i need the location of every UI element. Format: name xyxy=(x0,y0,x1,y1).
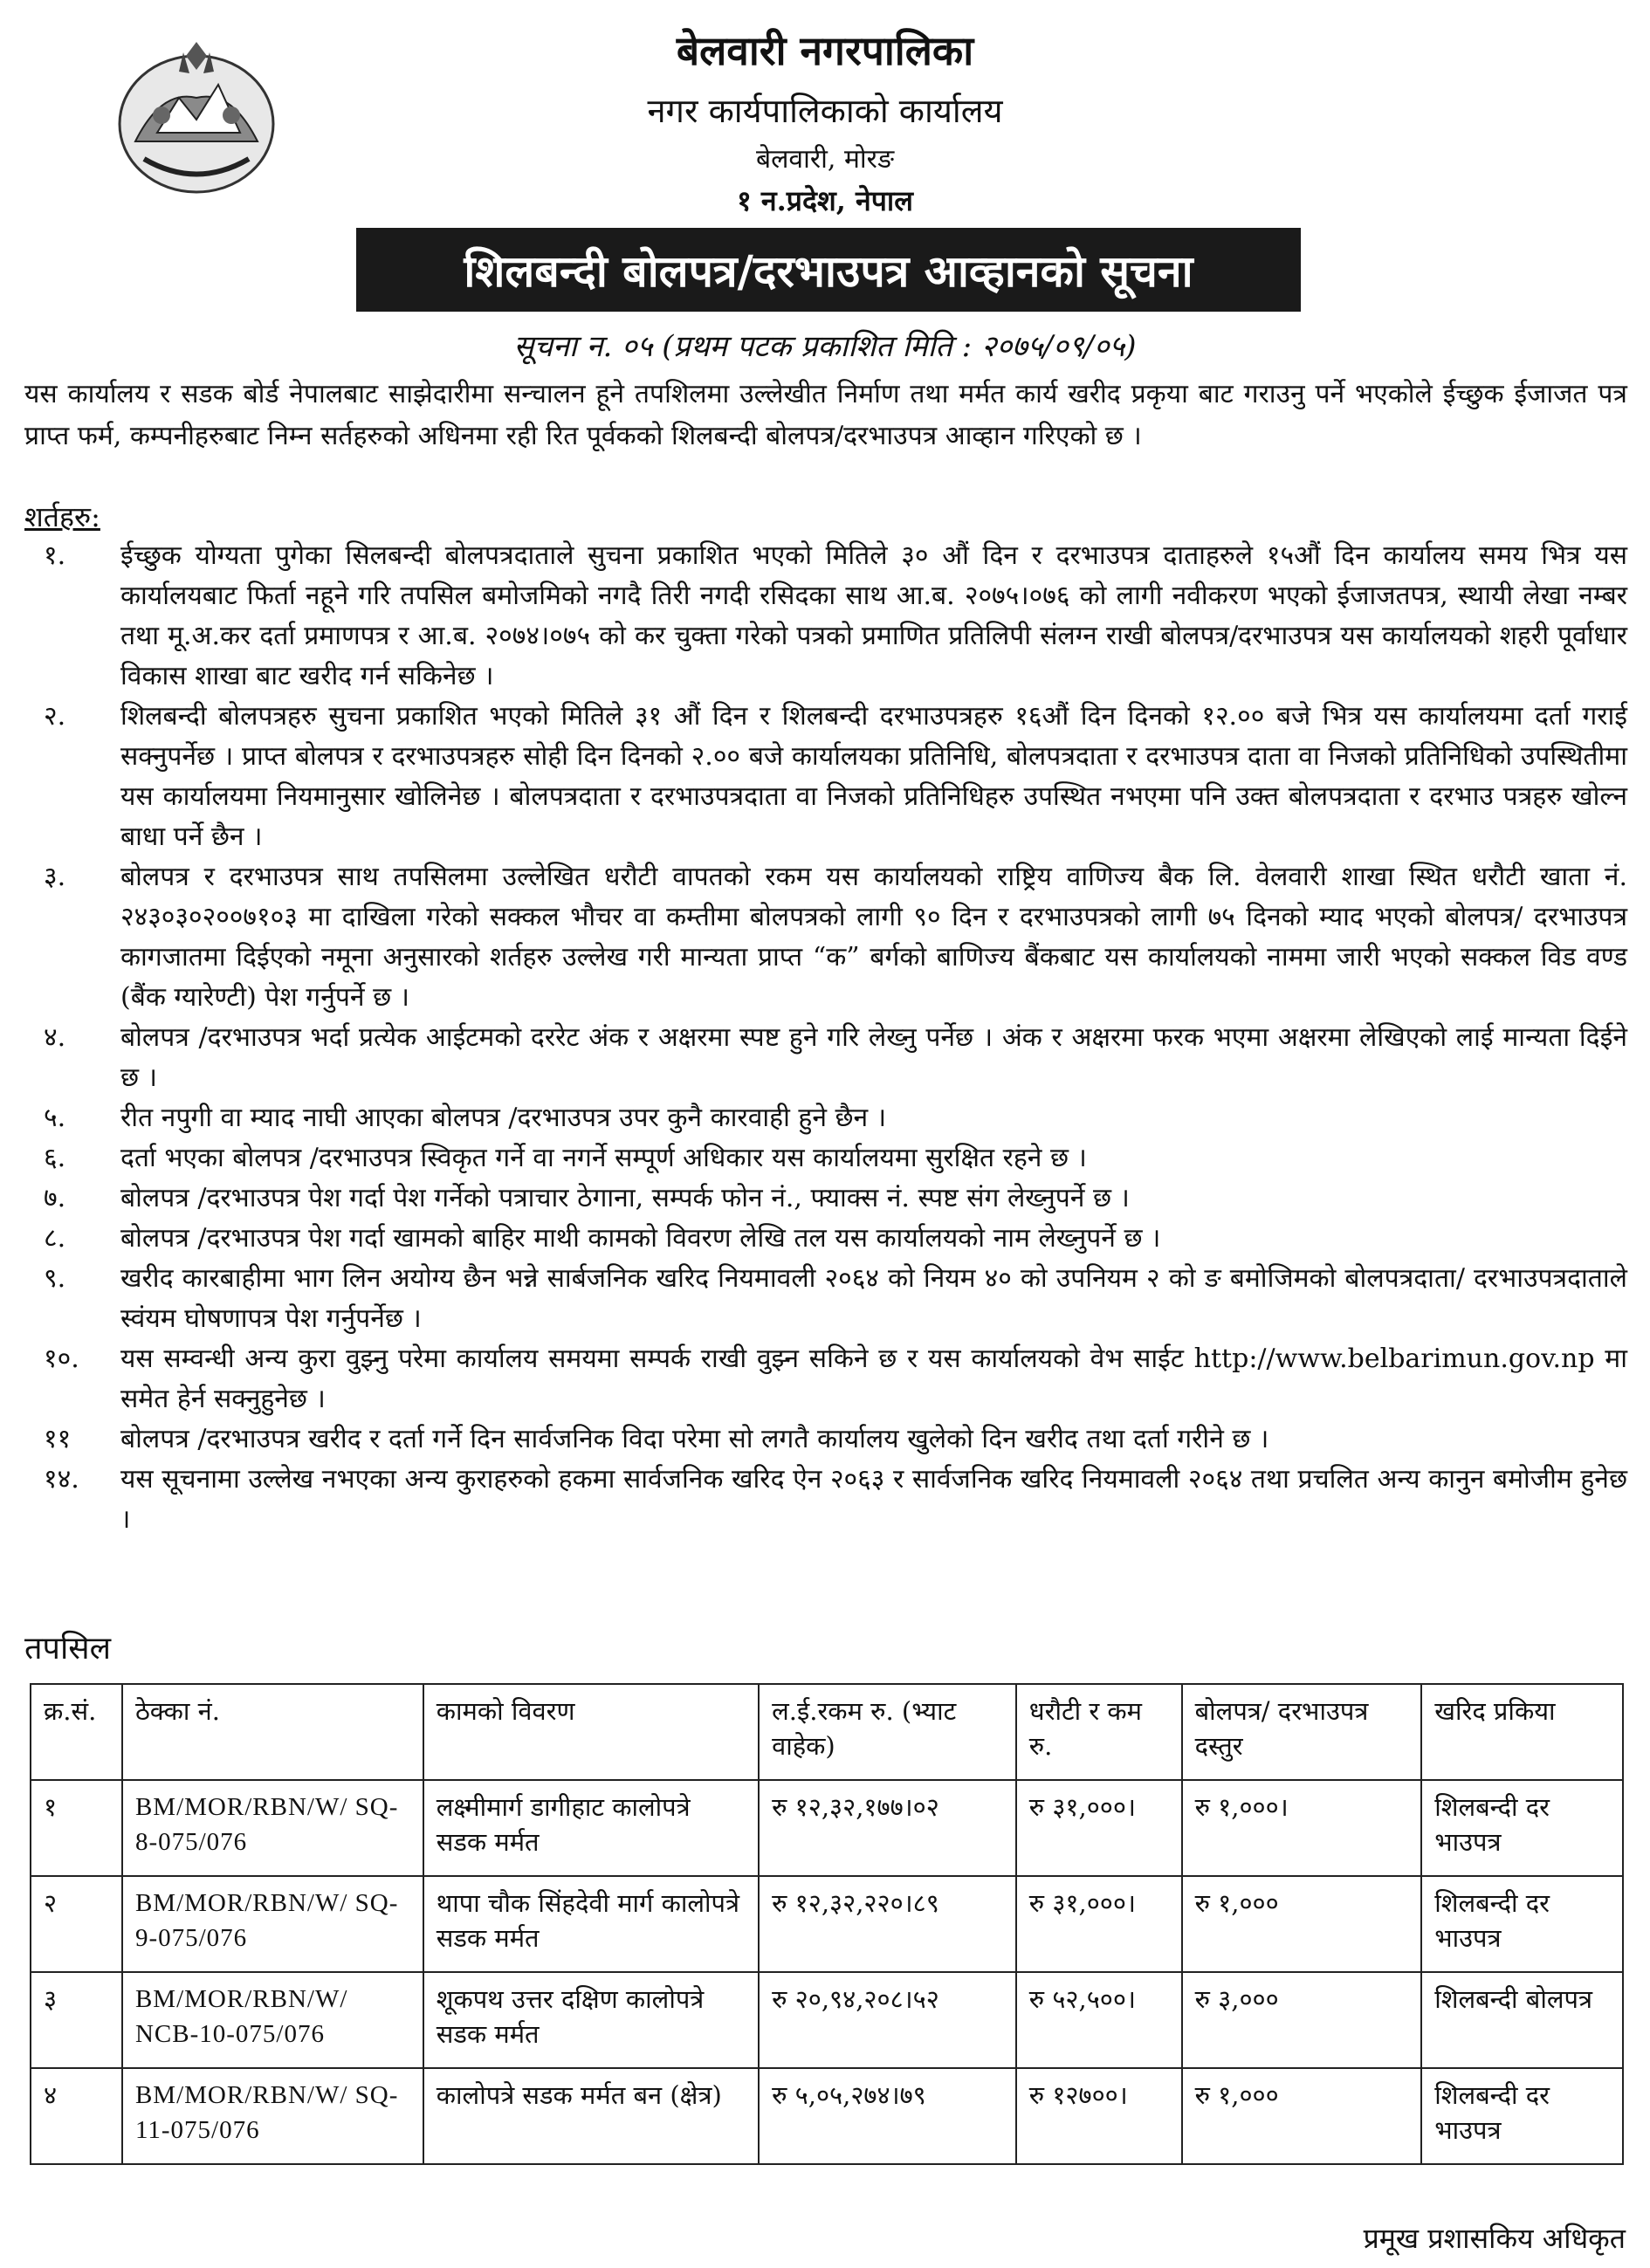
table-cell: रु ५,०५,२७४।७९ xyxy=(759,2068,1016,2164)
condition-item xyxy=(24,1259,1627,1339)
table-cell: रु ३१,०००। xyxy=(1016,1876,1182,1972)
condition-text: शिलबन्दी बोलपत्रहरु सुचना प्रकाशित भएको मितिले ३१ औं दिन र शिलबन्दी दरभाउपत्रहरु १६औं दिन दिनको १२.०० बजे भित्र यस कार्यालयमा दर्ता गराई सक्नुपर्नेछ । प्राप्त बोलपत्र र दरभाउपत्रहरु सोही दिन दिनको २.०० बजे कार्यालयका प्रतिनिधि, बोलपत्रदाता र दरभाउपत्र दाता वा निजको प्रतिनिधिको उपस्थितीमा यस कार्यालयमा नियमानुसार खोलिनेछ । बोलपत्रदाता र दरभाउपत्रदाता वा निजको प्रतिनिधिहरु उपस्थित नभएमा पनि उक्त बोलपत्रदाता र दरभाउ पत्रहरु खोल्न बाधा पर्ने छैन । xyxy=(120,701,1627,852)
condition-item xyxy=(24,697,1627,857)
table-cell: रु १२,३२,२२०।८९ xyxy=(759,1876,1016,1972)
table-cell: BM/MOR/RBN/W/ SQ-11-075/076 xyxy=(122,2068,423,2164)
column-header: कामको विवरण xyxy=(423,1684,759,1780)
condition-number: २. xyxy=(44,701,66,732)
condition-text: यस सम्वन्धी अन्य कुरा वुझ्नु परेमा कार्यालय समयमा सम्पर्क राखी वुझ्न सकिने छ र यस कार्यालयको वेभ साईट http://www.belbarimun.gov.np मा समेत हेर्न सक्नुहुनेछ । xyxy=(120,1344,1627,1414)
table-cell: शिलबन्दी दर भाउपत्र xyxy=(1421,1876,1623,1972)
table-header-row xyxy=(31,1684,1623,1780)
table-row xyxy=(31,2068,1623,2164)
table-cell: रु १,००० xyxy=(1182,1876,1422,1972)
condition-number: १. xyxy=(44,540,66,571)
table-cell: शिलबन्दी दर भाउपत्र xyxy=(1421,1780,1623,1876)
table-row xyxy=(31,1876,1623,1972)
organization-name: बेलवारी नगरपालिका xyxy=(676,27,974,74)
column-header: क्र.सं. xyxy=(31,1684,122,1780)
condition-number: ८. xyxy=(44,1223,66,1254)
condition-item xyxy=(24,1219,1627,1259)
condition-number: १४. xyxy=(44,1464,79,1495)
address-line-1: बेलवारी, मोरङ xyxy=(755,144,895,175)
condition-number: ९. xyxy=(44,1263,66,1294)
table-cell: BM/MOR/RBN/W/ NCB-10-075/076 xyxy=(122,1972,423,2068)
condition-item xyxy=(24,1098,1627,1138)
table-cell: BM/MOR/RBN/W/ SQ-8-075/076 xyxy=(122,1780,423,1876)
condition-text: बोलपत्र /दरभाउपत्र पेश गर्दा पेश गर्नेको पत्राचार ठेगाना, सम्पर्क फोन नं., फ्याक्स नं. स्पष्ट संग लेख्नुपर्ने छ । xyxy=(120,1183,1130,1213)
condition-item xyxy=(24,1138,1627,1179)
condition-item xyxy=(24,1460,1627,1540)
condition-number: ६. xyxy=(44,1143,66,1173)
table-cell: शूकपथ उत्तर दक्षिण कालोपत्रे सडक मर्मत xyxy=(423,1972,759,2068)
notice-title: शिलबन्दी बोलपत्र/दरभाउपत्र आव्हानको सूचना xyxy=(464,245,1193,297)
table-cell: कालोपत्रे सडक मर्मत बन (क्षेत्र) xyxy=(423,2068,759,2164)
condition-text: बोलपत्र /दरभाउपत्र पेश गर्दा खामको बाहिर माथी कामको विवरण लेखि तल यस कार्यालयको नाम लेख्नुपर्ने छ । xyxy=(120,1223,1161,1254)
condition-number: ११ xyxy=(44,1424,72,1454)
condition-item xyxy=(24,1419,1627,1460)
notice-title-banner xyxy=(356,228,1301,312)
condition-item xyxy=(24,1179,1627,1219)
notice-number: सूचना न. ०५ (प्रथम पटक प्रकाशित मिति : २०७५/०९/०५) xyxy=(513,329,1137,364)
table-cell: रु ५२,५००। xyxy=(1016,1972,1182,2068)
column-header: ल.ई.रकम रु. (भ्याट वाहेक) xyxy=(759,1684,1016,1780)
condition-number: ३. xyxy=(44,862,66,892)
condition-number: १०. xyxy=(44,1344,79,1374)
table-cell: BM/MOR/RBN/W/ SQ-9-075/076 xyxy=(122,1876,423,1972)
condition-text: खरीद कारबाहीमा भाग लिन अयोग्य छैन भन्ने सार्बजनिक खरिद नियमावली २०६४ को नियम ४० को उपनियम २ को ङ बमोजिमको बोलपत्रदाता/ दरभाउपत्रदाताले स्वंयम घोषणापत्र पेश गर्नुपर्नेछ । xyxy=(120,1263,1627,1334)
intro-paragraph: यस कार्यालय र सडक बोर्ड नेपालबाट साझेदारीमा सन्चालन हूने तपशिलमा उल्लेखीत निर्माण तथा मर्मत कार्य खरीद प्रकृया बाट गराउनु पर्ने भएकोले ईच्छुक ईजाजत पत्र प्राप्त फर्म, कम्पनीहरुबाट निम्न सर्तहरुको अधिनमा रही रित पूर्वकको शिलबन्दी बोलपत्र/दरभाउपत्र आव्हान गरिएको छ । xyxy=(24,379,1627,451)
condition-item xyxy=(24,1018,1627,1098)
table-cell: लक्ष्मीमार्ग डागीहाट कालोपत्रे सडक मर्मत xyxy=(423,1780,759,1876)
conditions-list xyxy=(24,536,1627,1540)
condition-text: बोलपत्र /दरभाउपत्र भर्दा प्रत्येक आईटमको दररेट अंक र अक्षरमा स्पष्ट हुने गरि लेख्नु पर्नेछ । अंक र अक्षरमा फरक भएमा अक्षरमा लेखिएको लाई मान्यता दिईने छ । xyxy=(120,1022,1627,1093)
table-cell: रु १,०००। xyxy=(1182,1780,1422,1876)
conditions-heading: शर्तहरु: xyxy=(24,500,100,533)
schedule-heading: तपसिल xyxy=(24,1631,112,1667)
column-header: बोलपत्र/ दरभाउपत्र दस्तुर xyxy=(1182,1684,1422,1780)
column-header: खरिद प्रकिया xyxy=(1421,1684,1623,1780)
condition-number: ४. xyxy=(44,1022,66,1053)
condition-text: बोलपत्र /दरभाउपत्र खरीद र दर्ता गर्ने दिन सार्वजनिक विदा परेमा सो लगतै कार्यालय खुलेको दिन खरीद तथा दर्ता गरीने छ । xyxy=(120,1424,1269,1454)
condition-text: यस सूचनामा उल्लेख नभएका अन्य कुराहरुको हकमा सार्वजनिक खरिद ऐन २०६३ र सार्वजनिक खरिद नियमावली २०६४ तथा प्रचलित अन्य कानुन बमोजीम हुनेछ । xyxy=(120,1464,1627,1535)
condition-item xyxy=(24,857,1627,1018)
table-row xyxy=(31,1972,1623,2068)
condition-item xyxy=(24,1339,1627,1419)
table-cell: थापा चौक सिंहदेवी मार्ग कालोपत्रे सडक मर्मत xyxy=(423,1876,759,1972)
signature-title: प्रमूख प्रशासकिय अधिकृत xyxy=(1363,2222,1626,2255)
condition-text: ईच्छुक योग्यता पुगेका सिलबन्दी बोलपत्रदाताले सुचना प्रकाशित भएको मितिले ३० औं दिन र दरभाउपत्र दाताहरुले १५औं दिन कार्यालय समय भित्र यस कार्यालयबाट फिर्ता नहूने गरि तपसिल बमोजमिको नगदै तिरी नगदी रसिदका साथ आ.ब. २०७५।०७६ को लागी नवीकरण भएको ईजाजतपत्र, स्थायी लेखा नम्बर तथा मू.अ.कर दर्ता प्रमाणपत्र र आ.ब. २०७४।०७५ को कर चुक्ता गरेको पत्रको प्रमाणित प्रतिलिपी संलग्न राखी बोलपत्र/दरभाउपत्र यस कार्यालयको शहरी पूर्वाधार विकास शाखा बाट खरीद गर्न सकिनेछ । xyxy=(120,540,1627,691)
condition-text: रीत नपुगी वा म्याद नाघी आएका बोलपत्र /दरभाउपत्र उपर कुनै कारवाही हुने छैन । xyxy=(120,1103,887,1133)
table-cell: शिलबन्दी बोलपत्र xyxy=(1421,1972,1623,2068)
table-cell: २ xyxy=(31,1876,122,1972)
table-cell: रु १,००० xyxy=(1182,2068,1422,2164)
condition-number: ७. xyxy=(44,1183,66,1213)
condition-text: दर्ता भएका बोलपत्र /दरभाउपत्र स्विकृत गर्ने वा नगर्ने सम्पूर्ण अधिकार यस कार्यालयमा सुरक्षित रहने छ । xyxy=(120,1143,1087,1173)
schedule-table xyxy=(30,1683,1624,2165)
column-header: ठेक्का नं. xyxy=(122,1684,423,1780)
table-cell: ३ xyxy=(31,1972,122,2068)
office-name: नगर कार्यपालिकाको कार्यालय xyxy=(647,92,1003,130)
table-cell: शिलबन्दी दर भाउपत्र xyxy=(1421,2068,1623,2164)
condition-number: ५. xyxy=(44,1103,66,1133)
table-cell: ४ xyxy=(31,2068,122,2164)
table-row xyxy=(31,1780,1623,1876)
condition-text: बोलपत्र र दरभाउपत्र साथ तपसिलमा उल्लेखित धरौटी वापतको रकम यस कार्यालयको राष्ट्रिय वाणिज्य बैक लि. वेलवारी शाखा स्थित धरौटी खाता नं. २४३०३०२००७१०३ मा दाखिला गरेको सक्कल भौचर वा कम्तीमा बोलपत्रको लागी ९० दिन र दरभाउपत्रको लागी ७५ दिनको म्याद भएको बोलपत्र/ दरभाउपत्र कागजातमा दिईएको नमूना अनुसारको शर्तहरु उल्लेख गरी मान्यता प्राप्त “क” बर्गको बाणिज्य बैंकबाट यस कार्यालयको नाममा जारी भएको सक्कल विड वण्ड (बैंक ग्यारेण्टी) पेश गर्नुपर्ने छ । xyxy=(120,862,1627,1013)
table-cell: १ xyxy=(31,1780,122,1876)
condition-item xyxy=(24,536,1627,697)
table-cell: रु ३१,०००। xyxy=(1016,1780,1182,1876)
column-header: धरौटी र कम रु. xyxy=(1016,1684,1182,1780)
address-line-2: १ न.प्रदेश, नेपाल xyxy=(737,184,913,217)
table-cell: रु १२७००। xyxy=(1016,2068,1182,2164)
table-cell: रु १२,३२,१७७।०२ xyxy=(759,1780,1016,1876)
table-cell: रु ३,००० xyxy=(1182,1972,1422,2068)
table-cell: रु २०,९४,२०८।५२ xyxy=(759,1972,1016,2068)
